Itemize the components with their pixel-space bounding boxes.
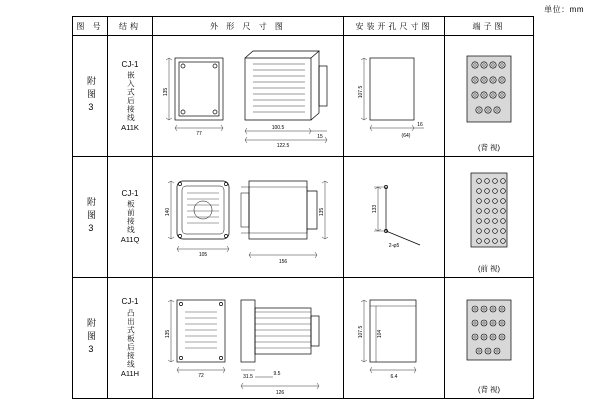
cell-structure (108, 278, 153, 399)
dim-16: 16 (417, 122, 423, 128)
cell-outline (153, 157, 344, 278)
terminal-drawing-2 (445, 157, 533, 277)
dim-135: 135 (319, 207, 325, 217)
dim-9-5: 9.5 (273, 371, 281, 377)
dim-2-phi5: 2-φ5 (388, 243, 400, 249)
cell-outline (153, 278, 344, 399)
cell-drawing-no (73, 278, 108, 399)
terminal-drawing-1 (445, 36, 533, 156)
dim-140: 140 (165, 207, 171, 217)
unit-note: 单位：mm (544, 5, 584, 14)
outline-drawing-2 (153, 157, 343, 277)
table-row (73, 157, 534, 278)
cell-mounting (344, 36, 445, 157)
dim-135: 135 (165, 329, 171, 339)
structure-model: CJ-1 (121, 189, 139, 199)
mounting-drawing-1 (344, 36, 444, 156)
structure-code: A11Q (120, 235, 140, 245)
cell-outline (153, 36, 344, 157)
cell-structure (108, 36, 153, 157)
header-outline: 外 形 尺 寸 图 (153, 17, 344, 36)
dim-135: 135 (163, 87, 169, 97)
structure-model: CJ-1 (121, 59, 139, 69)
structure-code: A11H (120, 369, 140, 379)
structure-desc: 板前接线 (126, 200, 136, 235)
header-mounting: 安装开孔尺寸图 (344, 17, 445, 36)
table-row (73, 278, 534, 399)
dim-105: 105 (198, 252, 208, 258)
dim-77: 77 (196, 131, 202, 137)
dim-72: 72 (198, 373, 204, 379)
cell-terminal (445, 36, 534, 157)
cell-drawing-no (73, 36, 108, 157)
table-body (73, 36, 534, 399)
structure-code: A11K (121, 122, 139, 132)
dim-104: 104 (377, 329, 383, 339)
terminal-caption: (背 视) (477, 385, 501, 394)
outline-drawing-1 (153, 36, 343, 156)
dim-156: 156 (278, 259, 288, 265)
structure-desc: 凸出式板后接线 (126, 308, 136, 369)
spec-table (72, 16, 534, 399)
drawing-no-label: 附图3 (85, 76, 96, 116)
dim-126: 126 (275, 390, 285, 396)
cell-mounting (344, 278, 445, 399)
structure-desc: 嵌入式后接线 (126, 70, 136, 122)
table-row (73, 36, 534, 157)
dim-100-5: 100.5 (271, 125, 285, 131)
cell-terminal (445, 278, 534, 399)
header-terminal: 端子图 (445, 17, 534, 36)
drawing-no-label: 附图3 (85, 197, 96, 237)
dim-extra: 15 (317, 134, 323, 140)
dim-122-5: 122.5 (276, 143, 290, 149)
mounting-drawing-2 (344, 157, 444, 277)
header-drawing-no: 图 号 (73, 17, 108, 36)
cell-terminal (445, 157, 534, 278)
dim-107-5: 107.5 (358, 325, 364, 339)
header-structure: 结构 (108, 17, 153, 36)
dim-133: 133 (372, 204, 378, 214)
terminal-caption: (前 视) (477, 264, 501, 273)
cell-drawing-no (73, 157, 108, 278)
dim-64: (64) (401, 133, 411, 139)
table-header (73, 17, 534, 36)
terminal-caption: (背 视) (477, 143, 501, 152)
terminal-drawing-3 (445, 278, 533, 398)
dim-107-5: 107.5 (358, 85, 364, 99)
dim-31-5: 31.5 (243, 374, 253, 380)
structure-model: CJ-1 (121, 297, 139, 307)
drawing-no-label: 附图3 (85, 318, 96, 358)
cell-mounting (344, 157, 445, 278)
cell-structure (108, 157, 153, 278)
outline-drawing-3 (153, 278, 343, 398)
dim-6-4: 6.4 (390, 374, 398, 380)
mounting-drawing-3 (344, 278, 444, 398)
